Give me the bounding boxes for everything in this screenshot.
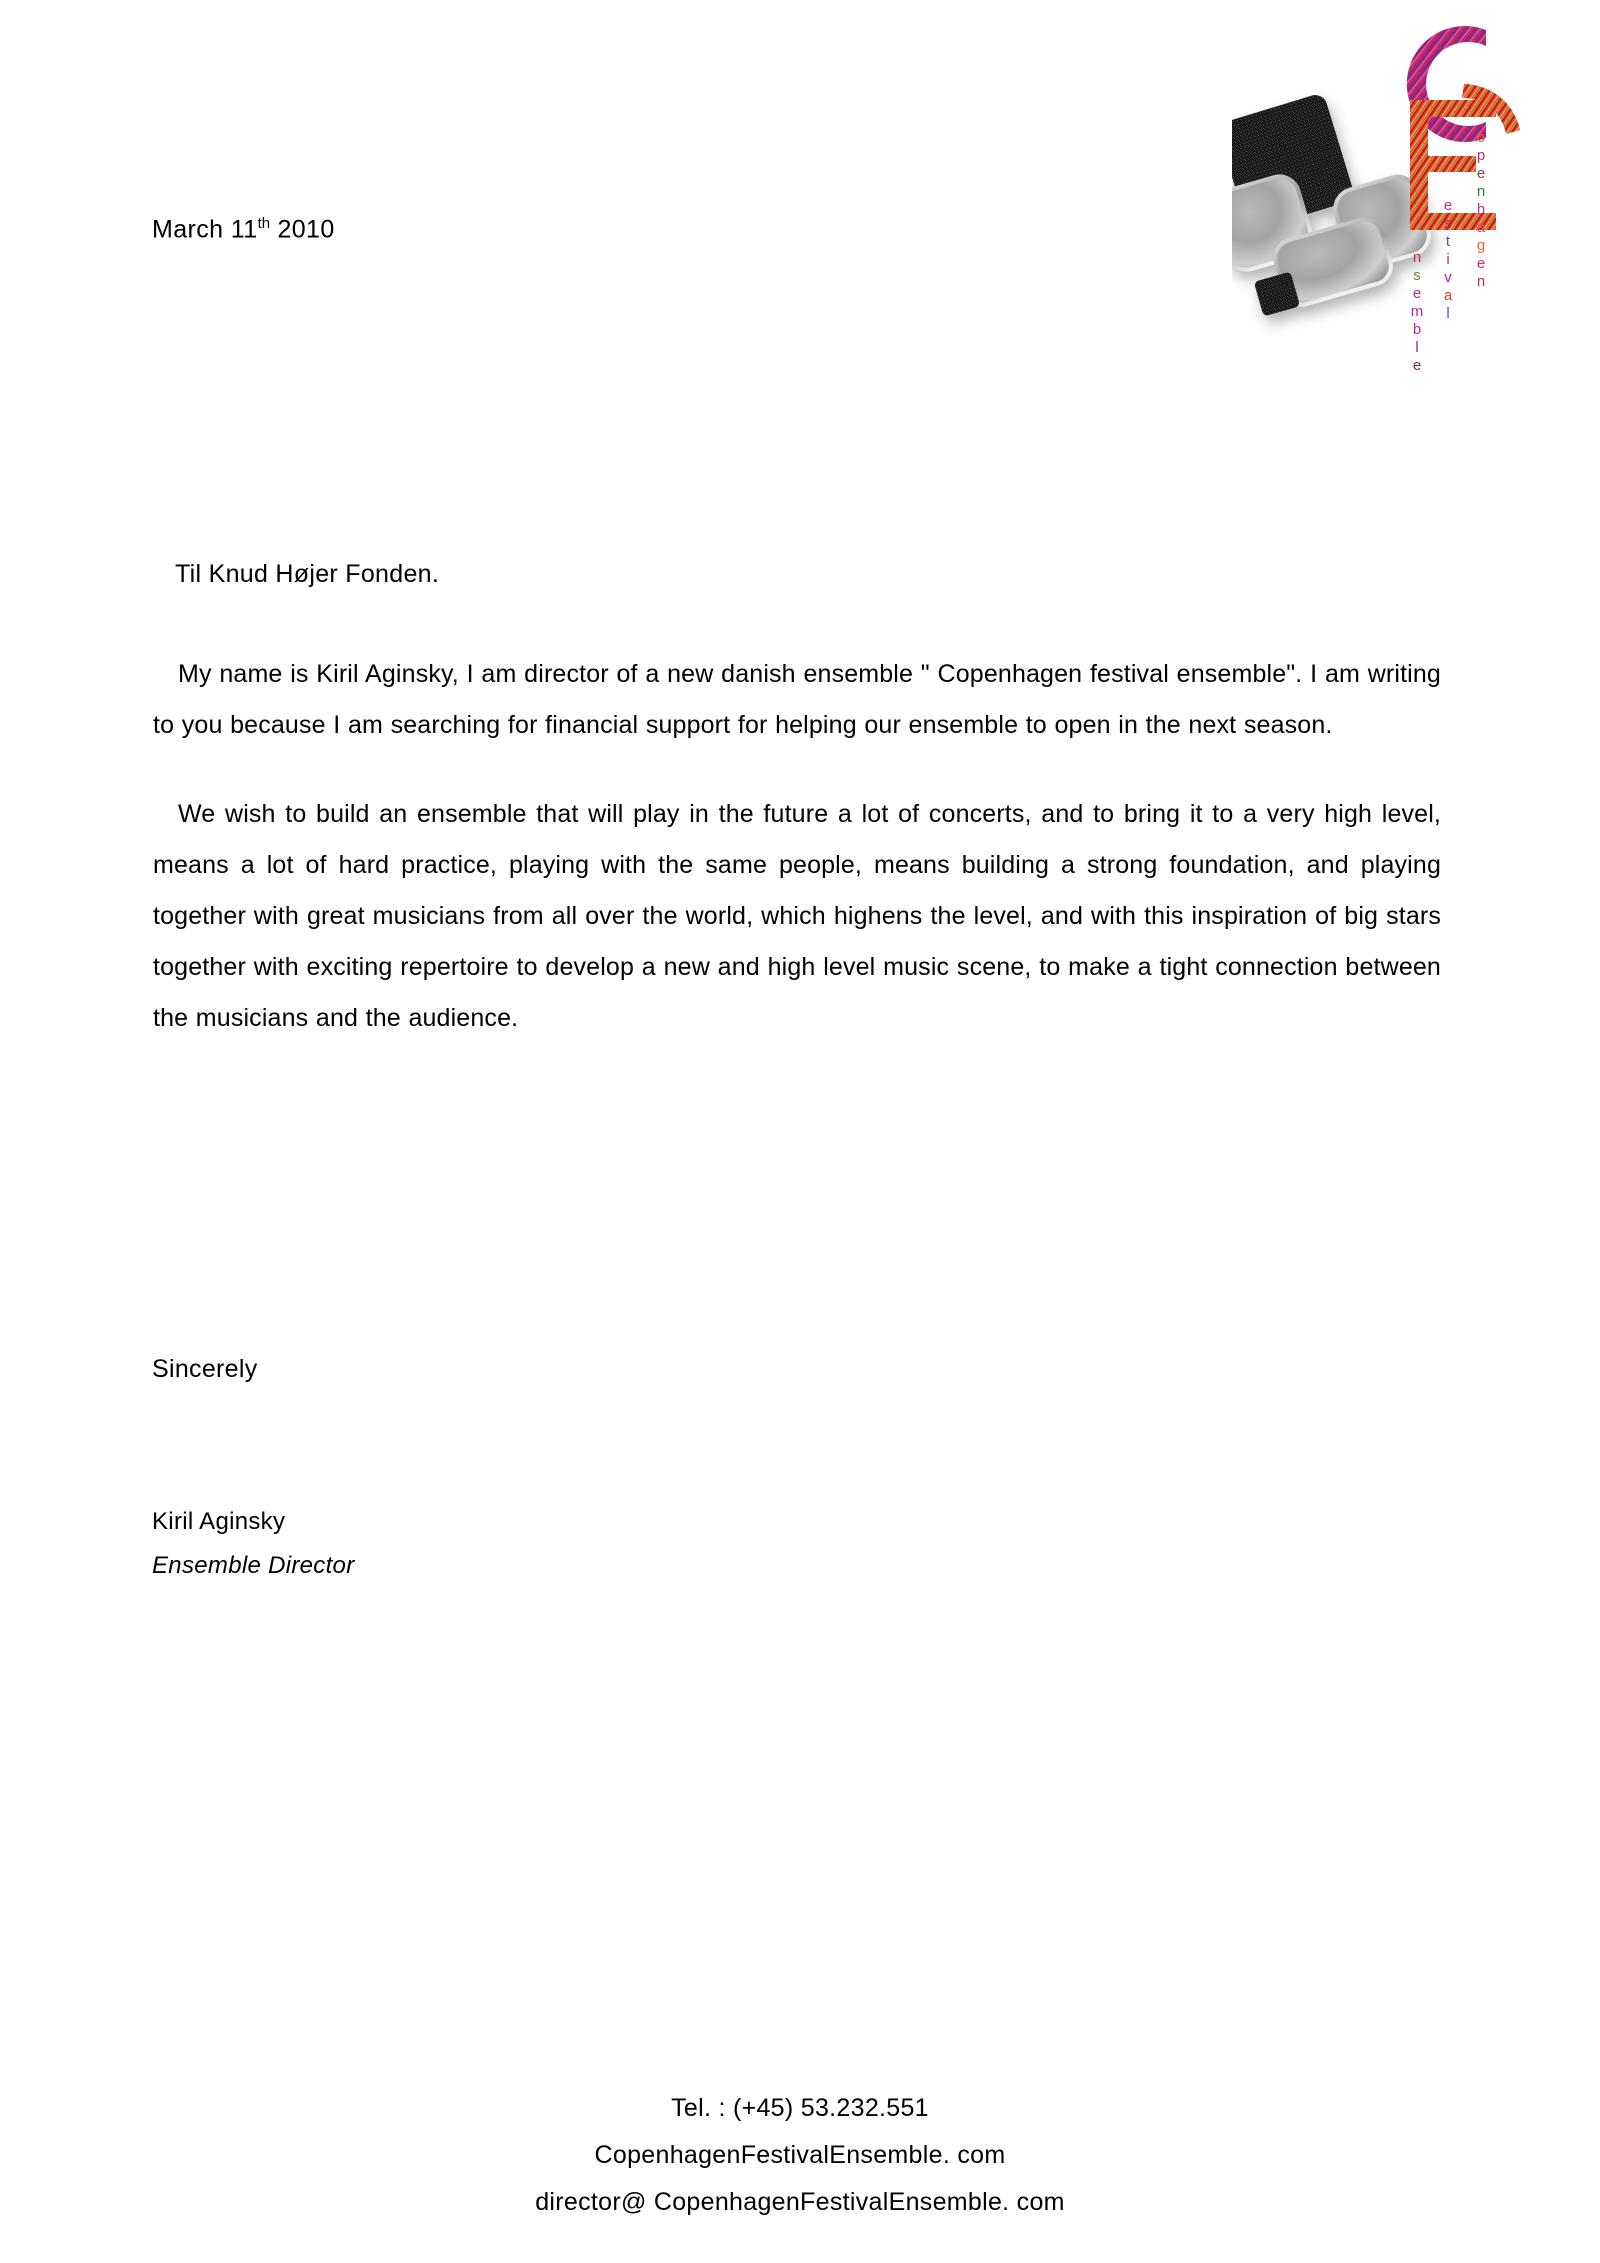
paragraph-1: My name is Kiril Aginsky, I am director of a new danish ensemble " Copenhagen festival ensemble". I am writing to you because I am searching for financial support for helping our ensemble to open in the next season. <box>153 660 1441 739</box>
svg-text:l: l <box>1446 305 1450 322</box>
footer-website[interactable]: CopenhagenFestivalEnsemble. com <box>594 2141 1006 2169</box>
logo-letter-e <box>1410 84 1520 230</box>
svg-text:i: i <box>1446 251 1450 268</box>
svg-text:l: l <box>1415 339 1419 356</box>
svg-text:b: b <box>1412 321 1422 338</box>
svg-text:s: s <box>1444 215 1452 232</box>
closing: Sincerely <box>152 1355 258 1383</box>
svg-text:s: s <box>1413 267 1421 284</box>
letter-body <box>153 560 1441 1044</box>
svg-text:e: e <box>1412 285 1422 302</box>
paragraph-2: We wish to build an ensemble that will play in the future a lot of concerts, and to bring it to a very high level, means a lot of hard practice, playing with the same people, means building a strong foundation, and playing together with great musicians from all over the world, which highens the level, and with this inspiration of big stars together with exciting repertoire to develop a new and high level music scene, to make a tight connection between the musicians and the audience. <box>153 800 1441 1032</box>
svg-text:a: a <box>1476 219 1486 236</box>
salutation: Til Knud Højer Fonden. <box>175 560 440 588</box>
svg-text:e: e <box>1443 197 1453 214</box>
logo-vertical-estival <box>1444 197 1453 322</box>
svg-text:h: h <box>1476 201 1486 218</box>
svg-text:n: n <box>1476 273 1486 290</box>
svg-text:n: n <box>1412 249 1422 266</box>
svg-text:e: e <box>1412 357 1422 374</box>
svg-text:p: p <box>1476 147 1486 164</box>
signer-title: Ensemble Director <box>152 1552 355 1579</box>
letter-footer <box>0 2085 1600 2226</box>
svg-text:m: m <box>1410 303 1424 320</box>
signature-block <box>152 1500 355 1588</box>
logo-vertical-openhagen <box>1477 129 1486 290</box>
date-month-day: March 11 <box>152 215 258 244</box>
signer-name: Kiril Aginsky <box>152 1508 286 1535</box>
logo-tiles <box>1232 92 1433 316</box>
svg-text:o: o <box>1476 129 1486 146</box>
copenhagen-festival-ensemble-logo <box>1232 14 1572 414</box>
date-year: 2010 <box>277 215 335 244</box>
letter-date <box>152 215 335 244</box>
svg-text:e: e <box>1476 165 1486 182</box>
svg-text:n: n <box>1476 183 1486 200</box>
footer-email[interactable]: director@ CopenhagenFestivalEnsemble. com <box>535 2188 1065 2216</box>
footer-telephone: Tel. : (+45) 53.232.551 <box>671 2094 929 2122</box>
logo-vertical-nsemble <box>1411 249 1424 374</box>
svg-text:g: g <box>1476 237 1486 254</box>
svg-text:t: t <box>1445 233 1451 250</box>
svg-text:a: a <box>1443 287 1453 304</box>
svg-text:v: v <box>1444 269 1452 286</box>
svg-text:e: e <box>1476 255 1486 272</box>
date-ordinal-suffix: th <box>257 215 271 232</box>
